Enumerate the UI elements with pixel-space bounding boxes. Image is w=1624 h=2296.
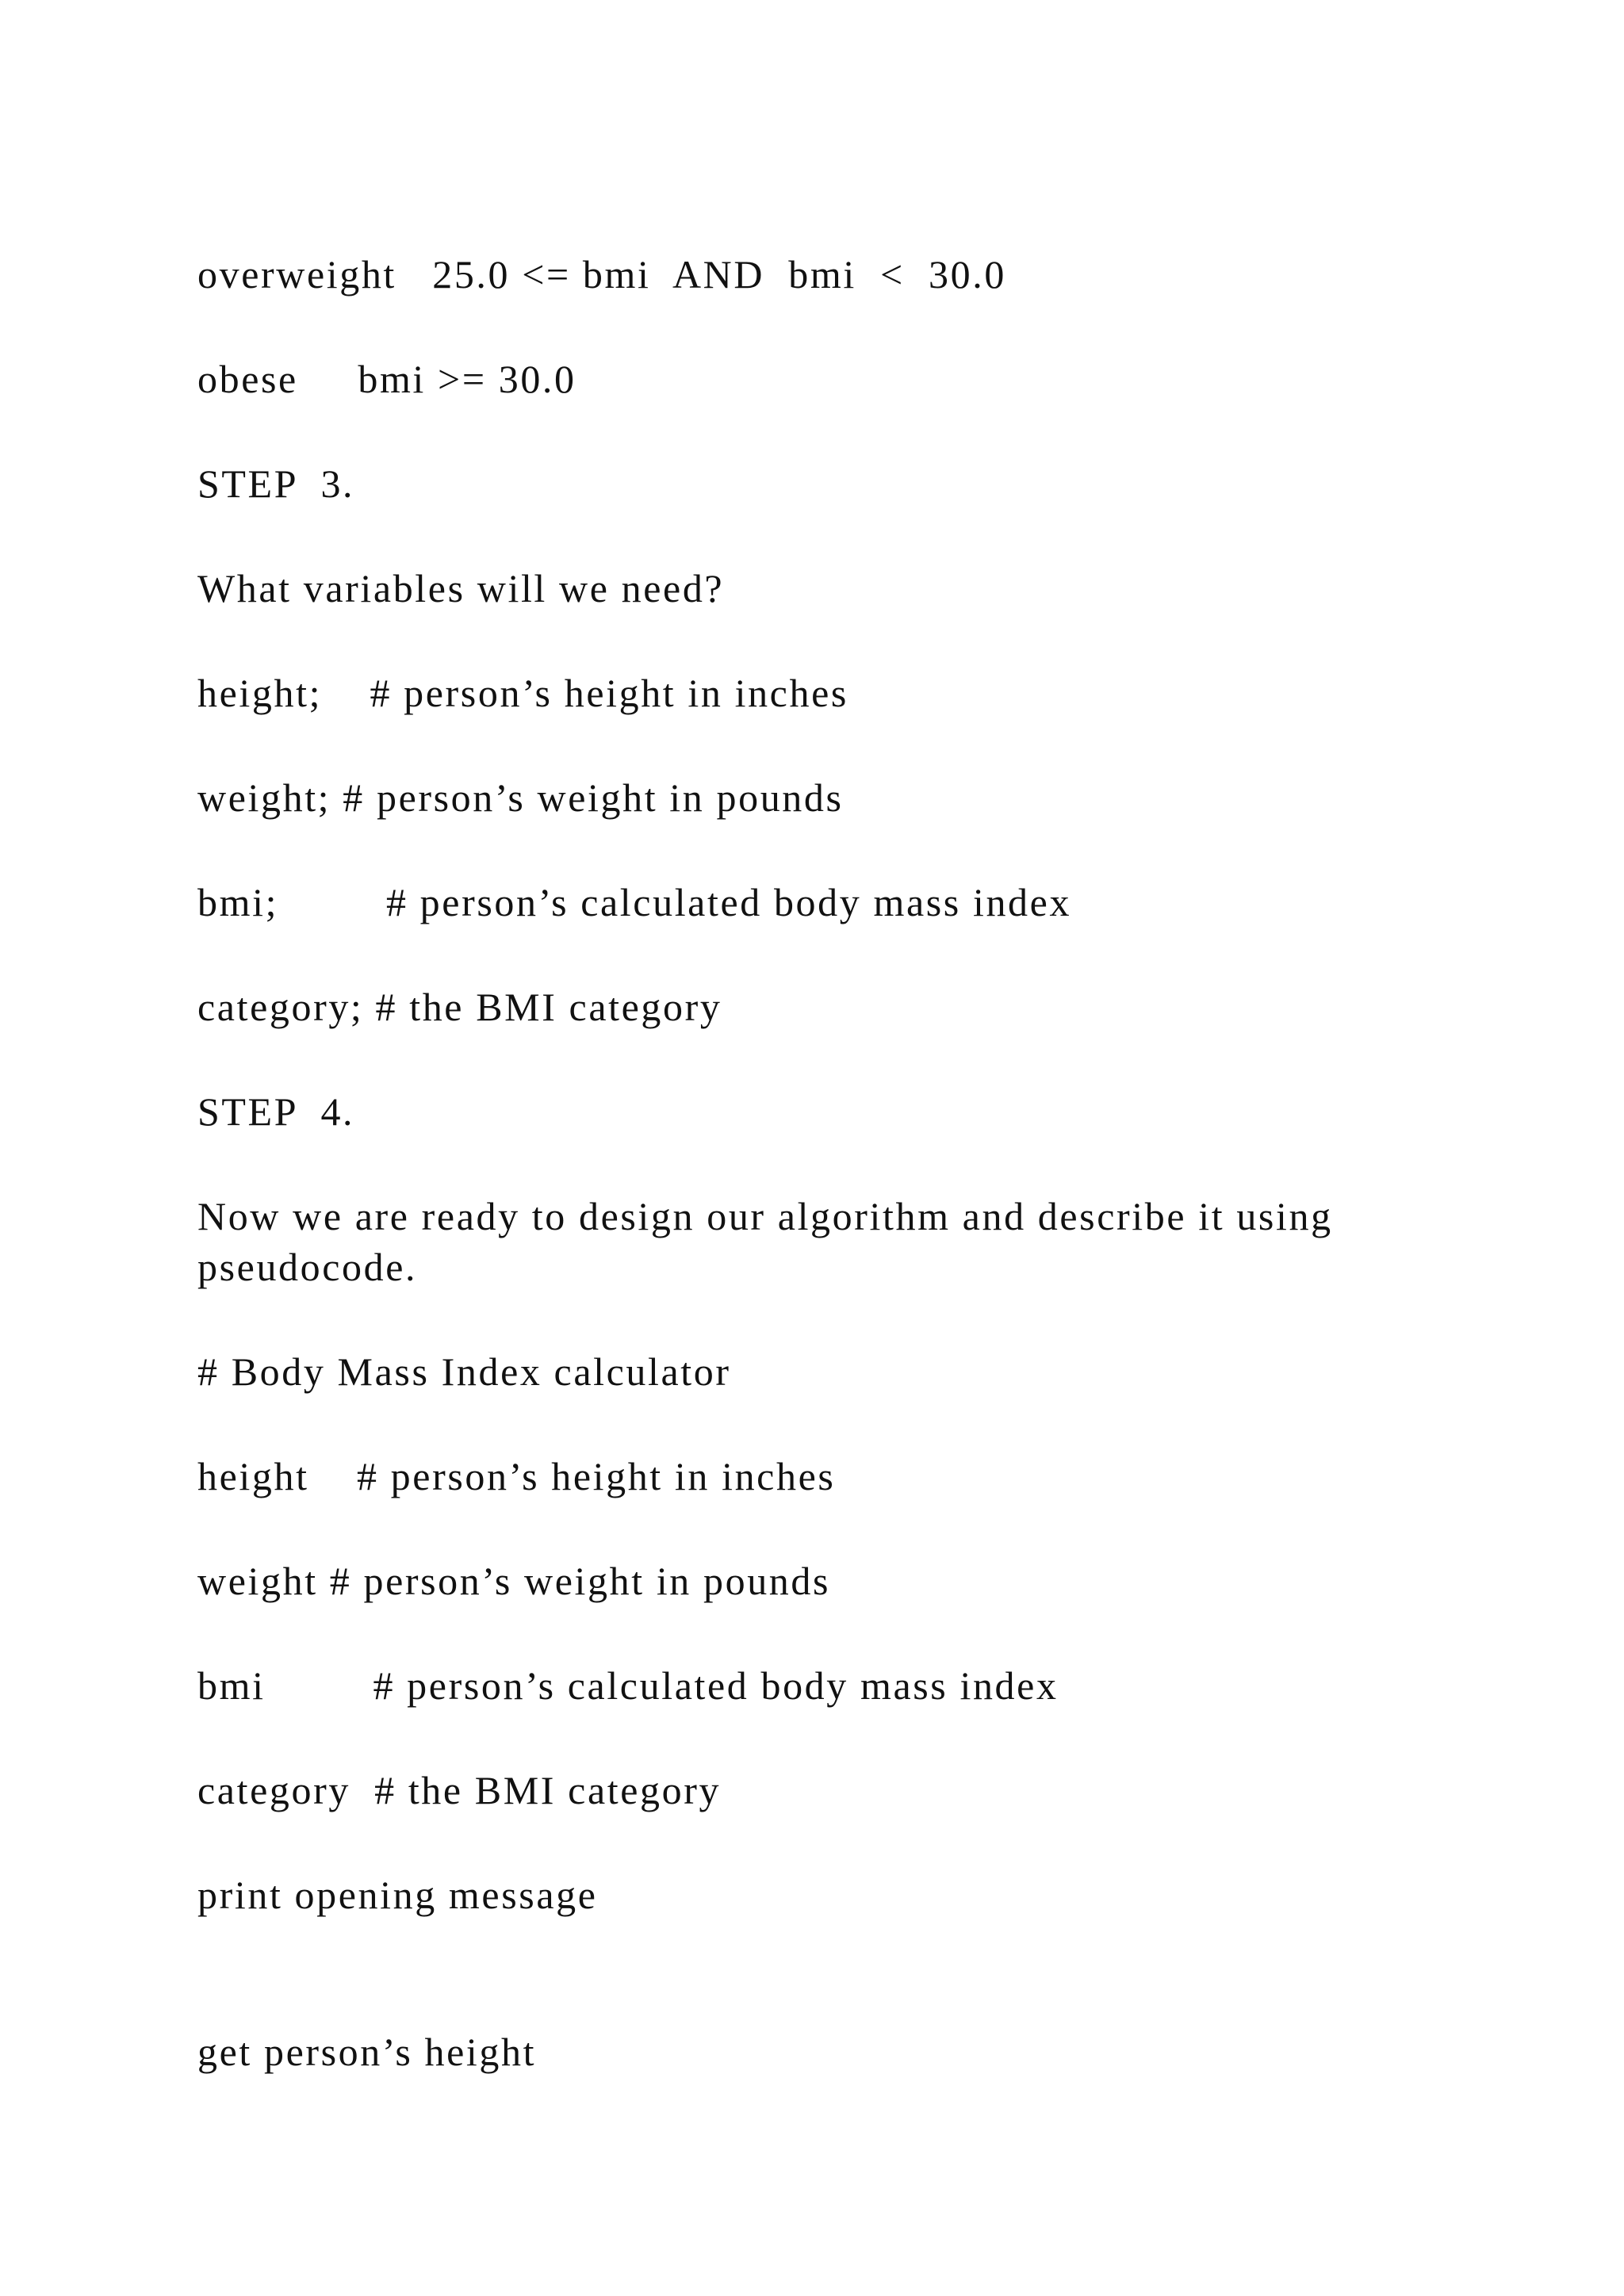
step-4-heading: STEP 4.	[197, 1089, 355, 1134]
text-line-obese-range: obese bmi >= 30.0	[197, 357, 576, 401]
text-line-pseudocode-category: category # the BMI category	[197, 1768, 722, 1812]
text-line-pseudocode-bmi: bmi # person’s calculated body mass index	[197, 1663, 1059, 1708]
text-line-weight-variable: weight; # person’s weight in pounds	[197, 775, 844, 820]
text-line-category-variable: category; # the BMI category	[197, 985, 722, 1029]
text-line-pseudocode-weight: weight # person’s weight in pounds	[197, 1559, 831, 1603]
text-line-print-opening-message: print opening message	[197, 1873, 598, 1917]
text-line-pseudocode-title: # Body Mass Index calculator	[197, 1349, 731, 1394]
text-line-bmi-variable: bmi; # person’s calculated body mass index	[197, 880, 1072, 924]
text-line-get-height: get person’s height	[197, 2030, 537, 2074]
text-line-variables-question: What variables will we need?	[197, 566, 725, 610]
text-line-height-variable: height; # person’s height in inches	[197, 671, 848, 715]
step-3-heading: STEP 3.	[197, 461, 355, 506]
text-line-overweight-range: overweight 25.0 <= bmi AND bmi < 30.0	[197, 252, 1006, 297]
text-line-pseudocode-height: height # person’s height in inches	[197, 1454, 836, 1498]
text-paragraph-design-algorithm: Now we are ready to design our algorithm and describe it using pseudocode.	[197, 1194, 1345, 1289]
